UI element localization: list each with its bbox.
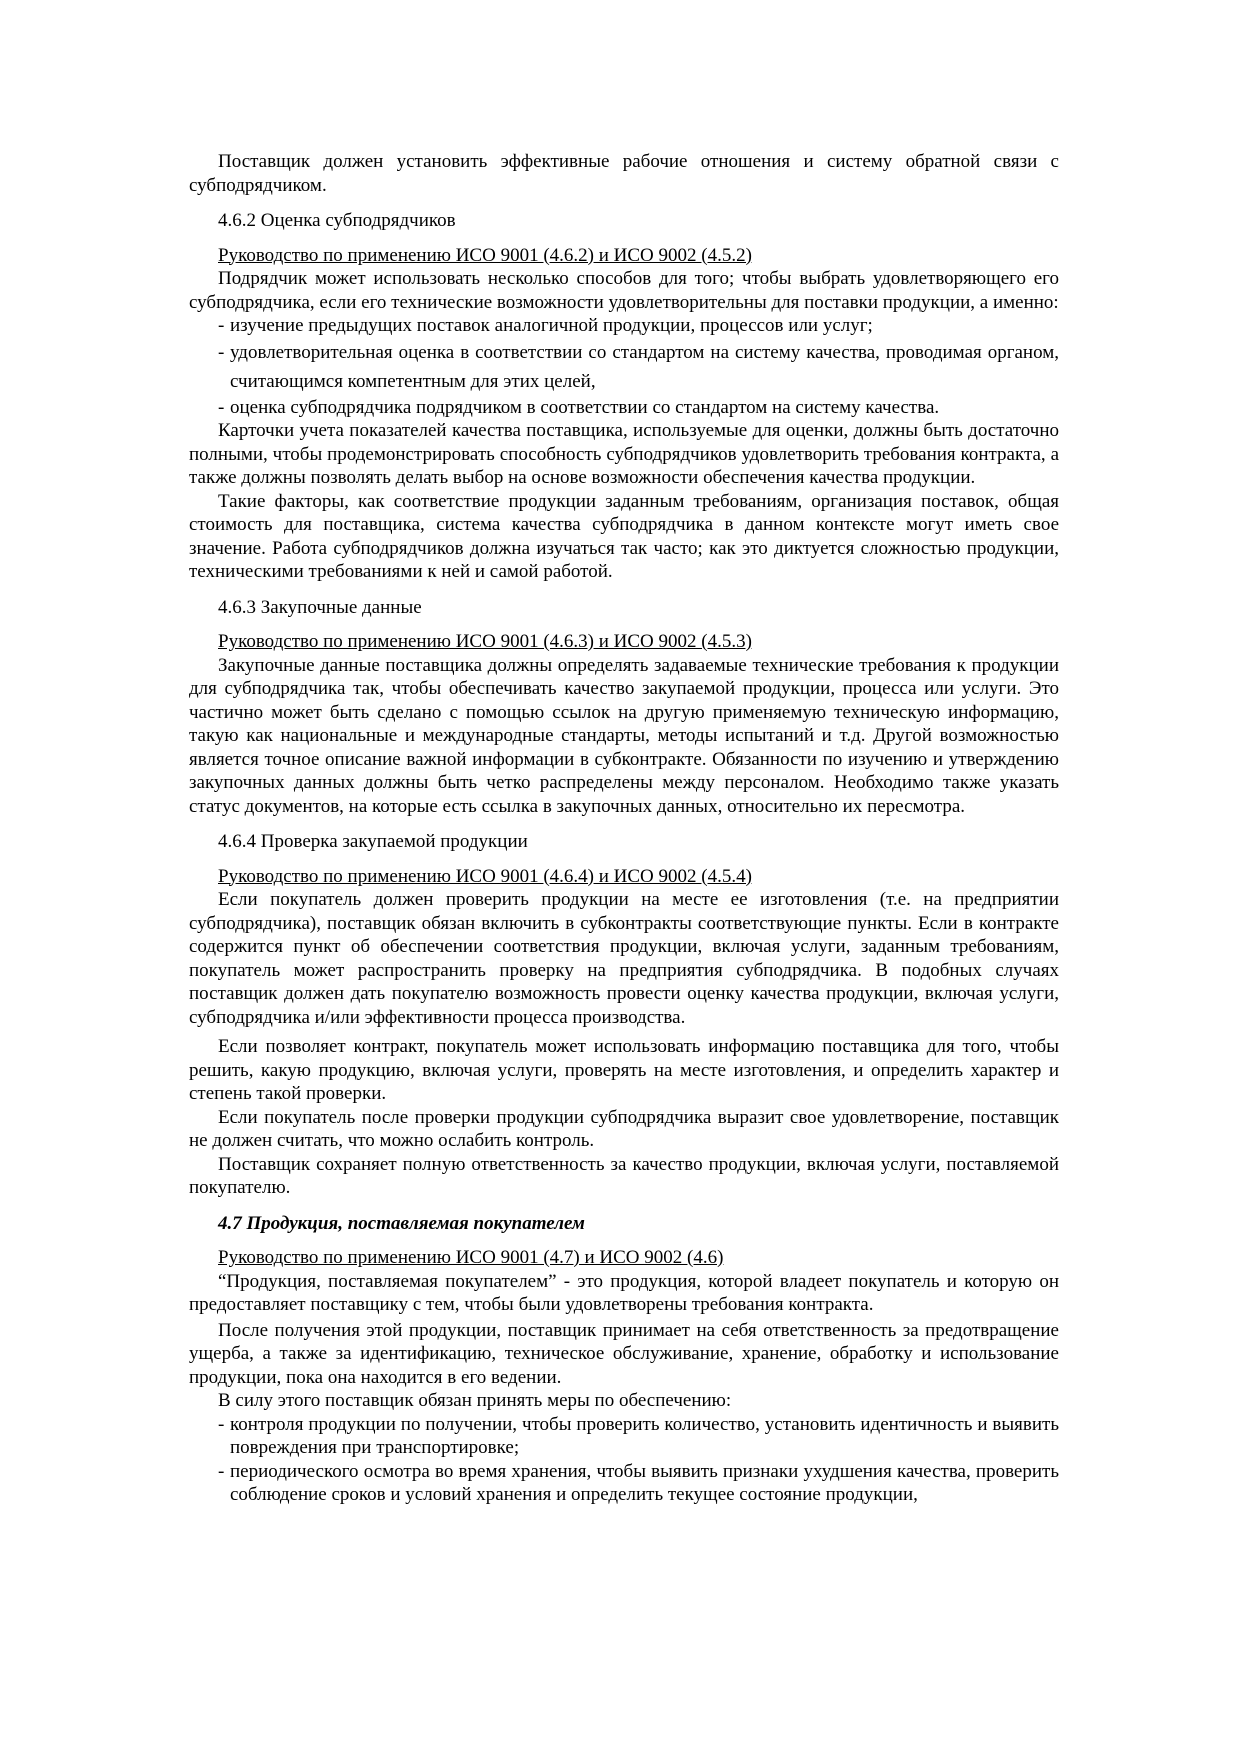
list-4-7 (189, 1413, 1059, 1507)
paragraph-4-7-p3: В силу этого поставщик обязан принять меры по обеспечению: (218, 1390, 732, 1411)
section-heading-4-7: 4.7 Продукция, поставляемая покупателем (218, 1212, 585, 1234)
list-marker: - (218, 341, 225, 363)
paragraph-4-6-4-p1: Если покупатель должен проверить продукции на месте ее изготовления (т.е. на предприятии субподрядчика), поставщик обязан включить в субконтракты соответствующие пункты. Если в контракте содержится пункт об обеспечении соответствия продукции, включая услуги, заданным требованиям, покупатель может распространить проверку на предприятия субподрядчика. В подобных случаях поставщик должен дать покупателю возможность провести оценку качества продукции, включая услуги, субподрядчика и/или эффективности процесса производства. (189, 889, 1059, 1028)
intro-paragraph: Поставщик должен установить эффективные рабочие отношения и систему обратной связи с субподрядчиком. (189, 151, 1059, 196)
list-marker: - (218, 315, 225, 336)
list-item: - периодического осмотра во время хранения, чтобы выявить признаки ухудшения качества, проверить соблюдение сроков и условий хранения и определить текущее состояние продукции, (218, 1460, 1059, 1505)
paragraph-4-6-4-p3: Если покупатель после проверки продукции субподрядчика выразит свое удовлетворение, поставщик не должен считать, что можно ослабить контроль. (189, 1106, 1059, 1151)
list-item: - оценка субподрядчика подрядчиком в соответствии со стандартом на систему качества. (218, 396, 940, 418)
paragraph-4-7-p2: После получения этой продукции, поставщик принимает на себя ответственность за предотвращение ущерба, а также за идентификацию, техническое обслуживание, хранение, обработку и использование продукции, пока она находится в его ведении. (189, 1319, 1059, 1388)
list-marker: - (218, 396, 225, 418)
section-heading-4-6-3: 4.6.3 Закупочные данные (218, 596, 422, 618)
paragraph-4-6-4-p2: Если позволяет контракт, покупатель может использовать информацию поставщика для того, чтобы решить, какую продукцию, включая услуги, проверять на месте изготовления, и определить характер и степень такой проверки. (189, 1036, 1059, 1104)
paragraph-4-6-2-p2: Карточки учета показателей качества поставщика, используемые для оценки, должны быть достаточно полными, чтобы продемонстрировать способность субподрядчиков удовлетворить требования контракта, а также должны позволять делать выбор на основе возможности обеспечения качества продукции. (189, 420, 1059, 488)
guide-title-4-6-2: Руководство по применению ИСО 9001 (4.6.2) и ИСО 9002 (4.5.2) (218, 244, 752, 266)
list-4-6-2 (189, 314, 1059, 419)
guide-title-4-6-4: Руководство по применению ИСО 9001 (4.6.4) и ИСО 9002 (4.5.4) (218, 865, 752, 887)
section-heading-4-6-4: 4.6.4 Проверка закупаемой продукции (218, 831, 528, 852)
section-heading-4-6-2: 4.6.2 Оценка субподрядчиков (218, 210, 456, 231)
list-item: - изучение предыдущих поставок аналогичной продукции, процессов или услуг; (218, 315, 873, 336)
guide-title-4-6-3: Руководство по применению ИСО 9001 (4.6.3) и ИСО 9002 (4.5.3) (218, 631, 752, 652)
paragraph-4-7-p1: “Продукция, поставляемая покупателем” - это продукция, которой владеет покупатель и которую он предоставляет поставщику с тем, чтобы были удовлетворены требования контракта. (189, 1270, 1059, 1315)
paragraph-4-6-2-p1: Подрядчик может использовать несколько способов для того; чтобы выбрать удовлетворяющего его субподрядчика, если его технические возможности удовлетворительны для поставки продукции, а именно: (189, 268, 1059, 313)
list-item: - контроля продукции по получении, чтобы проверить количество, установить идентичность и выявить повреждения при транспортировке; (218, 1413, 1059, 1458)
guide-title-4-7: Руководство по применению ИСО 9001 (4.7) и ИСО 9002 (4.6) (218, 1247, 724, 1268)
list-marker: - (218, 1460, 225, 1482)
list-marker: - (218, 1413, 225, 1435)
paragraph-4-6-3-p1: Закупочные данные поставщика должны определять задаваемые технические требования к продукции для субподрядчика так, чтобы обеспечивать качество закупаемой продукции, процесса или услуги. Это частично может быть сделано с помощью ссылок на другую применяемую техническую информацию, такую как национальные и международные стандарты, методы испытаний и т.д. Другой возможностью является точное описание важной информации в субконтракте. Обязанности по изучению и утверждению закупочных данных должны быть четко распределены между персоналом. Необходимо также указать статус документов, на которые есть ссылка в закупочных данных, относительно их пересмотра. (189, 654, 1059, 817)
paragraph-4-6-4-p4: Поставщик сохраняет полную ответственность за качество продукции, включая услуги, поставляемой покупателю. (189, 1153, 1059, 1198)
list-item: - удовлетворительная оценка в соответствии со стандартом на систему качества, проводимая органом, считающимся компетентным для этих целей, (189, 338, 1059, 396)
document-page (189, 150, 1059, 1507)
paragraph-4-6-2-p3: Такие факторы, как соответствие продукции заданным требованиям, организация поставок, общая стоимость для поставщика, система качества субподрядчика в данном контексте могут иметь свое значение. Работа субподрядчиков должна изучаться так часто; как это диктуется сложностью продукции, техническими требованиями к ней и самой работой. (189, 490, 1059, 582)
